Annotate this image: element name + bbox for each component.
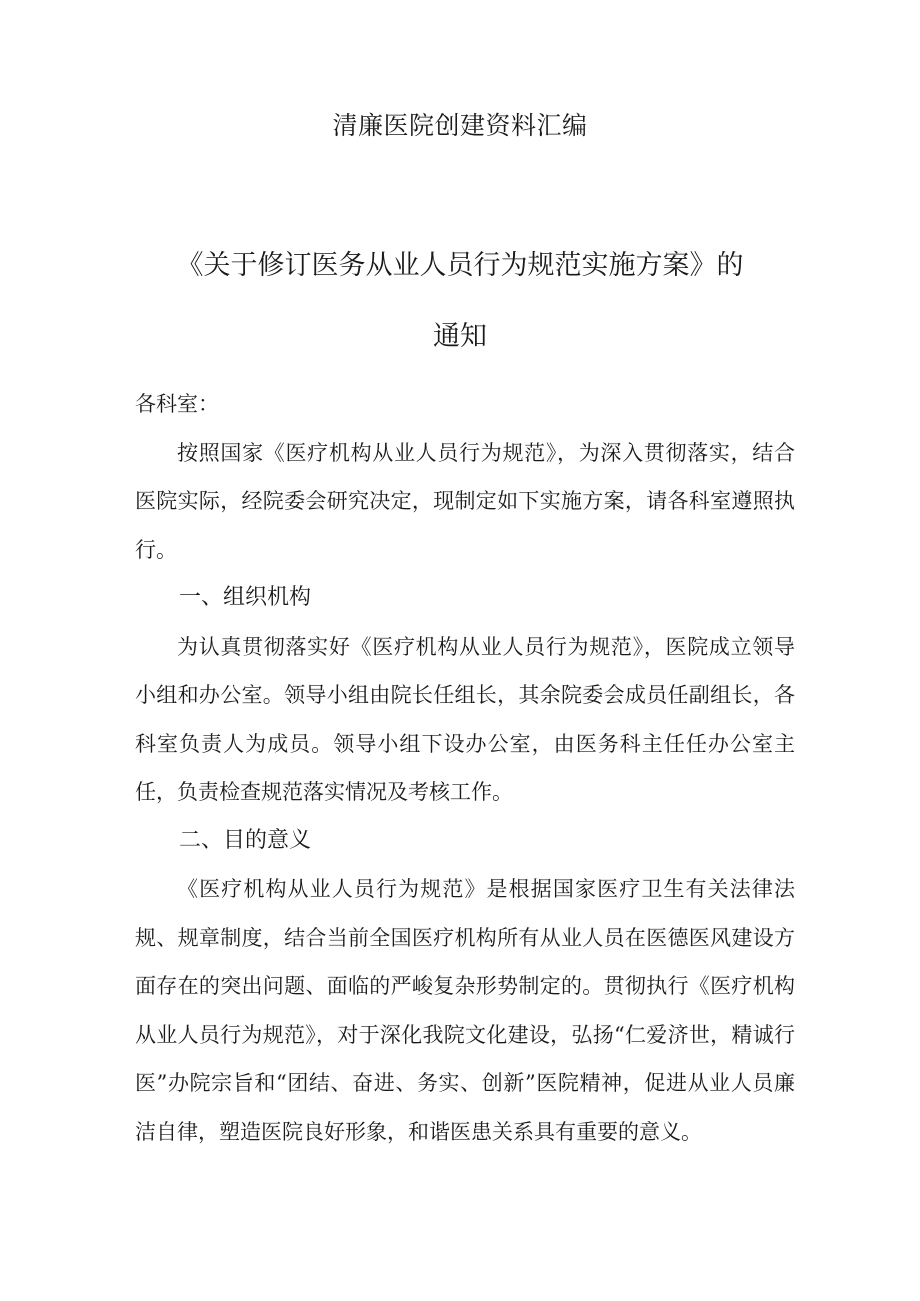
collection-title: 清廉医院创建资料汇编 (332, 111, 588, 140)
section-heading-organization: 一、组织机构 (179, 585, 312, 610)
intro-paragraph: 按照国家《医疗机构从业人员行为规范》，为深入贯彻落实，结合医院实际，经院委会研究决定，现制定如下实施方案，请各科室遵照执行。 (135, 440, 795, 562)
section-paragraph-organization: 为认真贯彻落实好《医疗机构从业人员行为规范》，医院成立领导小组和办公室。领导小组由院长任组长，其余院委会成员任副组长，各科室负责人为成员。领导小组下设办公室，由医务科主任任办公室主任，负责检查规范落实情况及考核工作。 (135, 634, 795, 804)
salutation: 各科室： (135, 392, 219, 416)
notice-title-line-2: 通知 (433, 321, 487, 352)
notice-title-line-1: 《关于修订医务从业人员行为规范实施方案》的 (176, 250, 744, 281)
section-heading-purpose: 二、目的意义 (179, 827, 312, 853)
document-body (135, 380, 795, 1156)
section-paragraph-purpose: 《医疗机构从业人员行为规范》是根据国家医疗卫生有关法律法规、规章制度，结合当前全国医疗机构所有从业人员在医德医风建设方面存在的突出问题、面临的严峻复杂形势制定的。贯彻执行《医疗机构从业人员行为规范》，对于深化我院文化建设，弘扬“仁爱济世，精诚行医”办院宗旨和“团结、奋进、务实、创新”医院精神，促进从业人员廉洁自律，塑造医院良好形象，和谐医患关系具有重要的意义。 (135, 877, 795, 1144)
